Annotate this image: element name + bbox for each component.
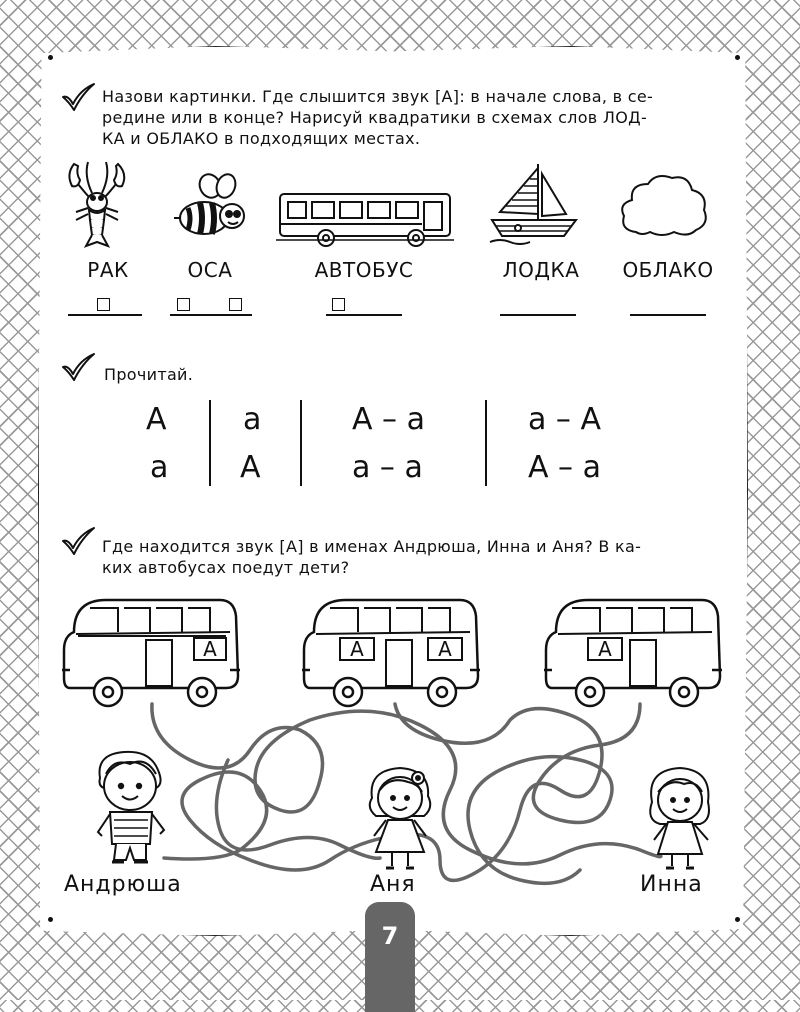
checkmark-icon: [60, 82, 96, 112]
bus-letter: А: [350, 637, 364, 661]
task1-line3: КА и ОБЛАКО в подходящих местах.: [102, 129, 421, 148]
checkmark-icon: [60, 352, 96, 382]
reading-cell: а – а: [352, 450, 423, 485]
bus-2: [300, 596, 482, 710]
column-divider: [209, 400, 211, 486]
child-name-andryusha: Андрюша: [64, 872, 182, 897]
reading-cell: А: [240, 450, 261, 485]
bus-letter: А: [203, 637, 217, 661]
child-name-inna: Инна: [640, 872, 703, 897]
picture-label-osa: ОСА: [187, 258, 233, 282]
column-divider: [300, 400, 302, 486]
bus-icon: [276, 190, 456, 248]
pin-dot: [48, 55, 53, 60]
task3-line1: Где находится звук [А] в именах Андрюша, Инна и Аня? В ка-: [102, 537, 642, 556]
picture-label-avtobus: АВТОБУС: [314, 258, 414, 282]
reading-cell: а: [150, 450, 169, 485]
sailboat-icon: [488, 162, 580, 246]
task1-line1: Назови картинки. Где слышится звук [А]: в начале слова, в се-: [102, 87, 654, 106]
bus-1: [60, 596, 242, 710]
checkmark-icon: [60, 526, 96, 556]
reading-cell: А – а: [528, 450, 601, 485]
pin-dot: [48, 917, 53, 922]
task3-line2: ких автобусах поедут дети?: [102, 558, 350, 577]
reading-cell: А – а: [352, 402, 425, 437]
pin-dot: [735, 917, 740, 922]
task2-text: Прочитай.: [104, 365, 194, 384]
bus-letter: А: [438, 637, 452, 661]
bus-letter: А: [598, 637, 612, 661]
crayfish-icon: [62, 160, 132, 248]
wasp-icon: [174, 172, 248, 242]
child-name-anya: Аня: [370, 872, 416, 897]
picture-label-lodka: ЛОДКА: [502, 258, 580, 282]
column-divider: [485, 400, 487, 486]
task1-line2: редине или в конце? Нарисуй квадратики в схемах слов ЛОД-: [102, 108, 648, 127]
reading-cell: А: [146, 402, 167, 437]
reading-cell: а – А: [528, 402, 601, 437]
page-number: 7: [381, 922, 399, 950]
picture-label-rak: РАК: [87, 258, 129, 282]
bus-3: [542, 596, 724, 710]
cloud-icon: [618, 172, 710, 240]
reading-cell: а: [243, 402, 262, 437]
girl-anya-icon: [360, 762, 440, 874]
picture-label-oblako: ОБЛАКО: [622, 258, 714, 282]
boy-andryusha-icon: [90, 748, 172, 872]
girl-inna-icon: [640, 762, 720, 874]
pin-dot: [735, 55, 740, 60]
page-number-tab: [365, 902, 415, 1012]
